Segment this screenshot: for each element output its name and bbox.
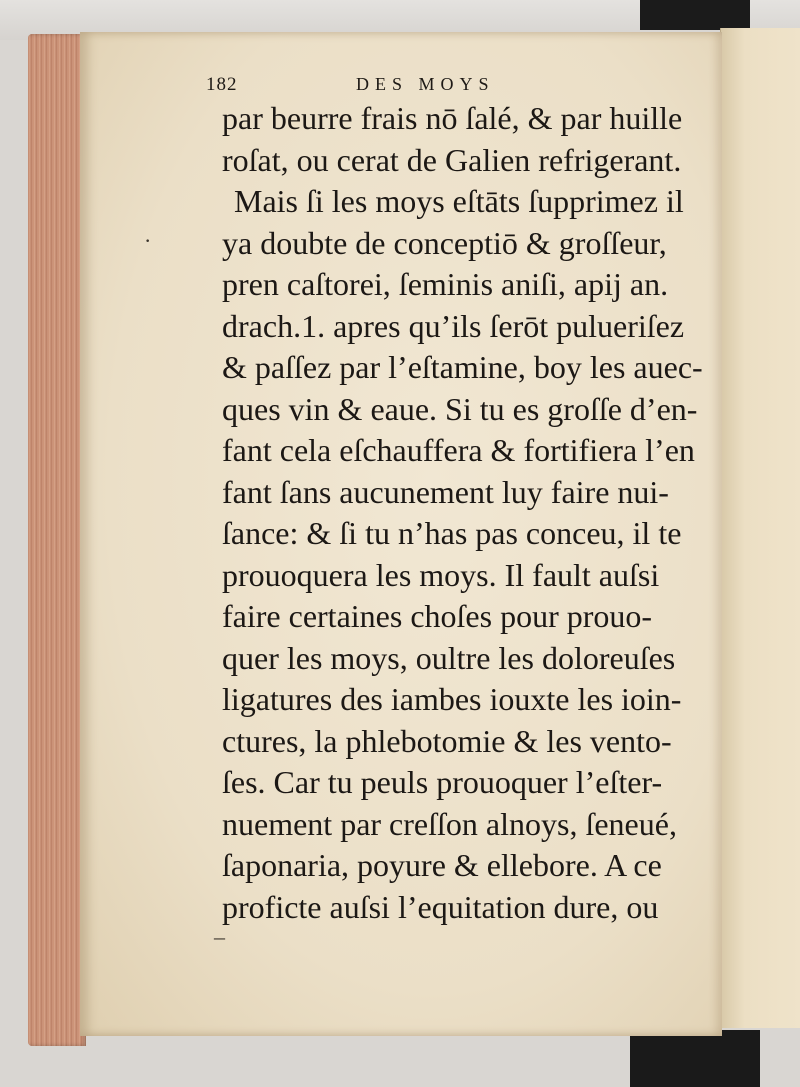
text-line: ya doubte de conceptiō & groſſeur, (222, 224, 667, 261)
text-line: ligatures des iambes iouxte les ioin- (222, 681, 682, 717)
facing-page (720, 28, 800, 1028)
text-line: ſance: & ſi tu n’has pas conceu, il te (222, 515, 682, 551)
text-line: roſat, ou cerat de Galien refrigerant. (222, 141, 682, 178)
text-line: prouoquera les moys. Il fault auſsi (222, 556, 660, 593)
page-number: 182 (206, 74, 238, 95)
text-line: ſaponaria, poyure & ellebore. A ce (222, 847, 662, 883)
text-line: ctures, la phlebotomie & les vento- (222, 722, 672, 759)
text-line: drach.1. apres qu’ils ſerōt pulueriſez (222, 307, 685, 344)
text-line: proficte auſsi l’equitation dure, ou (222, 888, 659, 925)
text-line: pren caſtorei, ſeminis aniſi, apij an. (222, 266, 669, 302)
body-text (222, 98, 703, 928)
text-line: quer les moys, oultre les doloreuſes (222, 639, 676, 676)
text-line: ſes. Car tu peuls prouoquer l’eſter- (222, 764, 663, 800)
page-block-edge (28, 34, 86, 1046)
book-clip-top (640, 0, 750, 30)
ink-speck: – (214, 924, 225, 949)
text-line: & paſſez par l’eſtamine, boy les auec- (222, 349, 703, 385)
running-head: DES MOYS (356, 74, 495, 94)
text-line: nuement par creſſon alnoys, ſeneué, (222, 805, 677, 842)
text-line: fant ſans aucunement luy faire nui- (222, 473, 669, 510)
book-clip-bottom (630, 1030, 760, 1087)
text-line: ques vin & eaue. Si tu es groſſe d’en- (222, 390, 698, 427)
text-line: fant cela eſchauffera & fortifiera l’en (222, 432, 695, 468)
text-line: Mais ſi les moys eſtāts ſupprimez il (234, 183, 684, 219)
text-line: faire certaines choſes pour prouo- (222, 598, 653, 634)
text-line: par beurre frais nō ſalé, & par huille (222, 100, 683, 136)
page-header (122, 66, 542, 96)
ink-speck: · (144, 228, 152, 253)
